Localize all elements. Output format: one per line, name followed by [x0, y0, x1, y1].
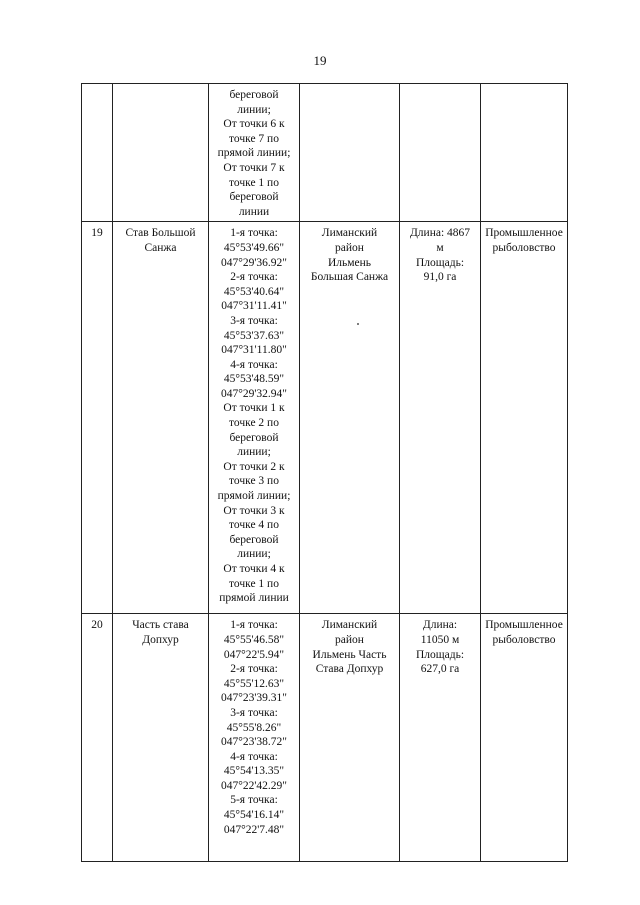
coordinates-cell — [209, 614, 300, 862]
size-area-cell — [400, 614, 481, 862]
cell-text-line: Допхур — [142, 633, 179, 646]
cell-text-line: 91,0 га — [423, 271, 457, 284]
cell-text-line: 047°22'5.94" — [223, 648, 285, 661]
cell-text-line: линии; — [237, 548, 271, 561]
cell-text-line: Часть става — [132, 619, 189, 632]
row-number-cell: 20 — [82, 614, 113, 862]
cell-text-line: 45°53'49.66" — [223, 241, 285, 254]
cell-text-line: От точки 6 к — [223, 118, 285, 131]
cell-text-line: 3-я точка: — [230, 314, 278, 327]
cell-text-line: Площадь: — [415, 256, 465, 269]
cell-text-line: Санжа — [144, 241, 177, 254]
cell-text-line: точке 1 по — [229, 577, 279, 590]
table-row — [82, 84, 568, 222]
coordinates-cell — [209, 222, 300, 614]
row-number-cell: 19 — [82, 222, 113, 614]
cell-text-line: точке 1 по — [229, 176, 279, 189]
cell-text-line: Лиманский — [321, 619, 378, 632]
page-number: 19 — [313, 53, 327, 68]
cell-text-line: линии; — [237, 446, 271, 459]
coordinates-cell — [209, 84, 300, 222]
coordinates-table — [81, 83, 568, 862]
cell-text-line: 047°29'36.92" — [221, 256, 287, 269]
cell-text-line: 45°53'48.59" — [223, 373, 285, 386]
cell-text-line: 047°31'11.80" — [221, 344, 287, 357]
cell-text-line: 627,0 га — [420, 663, 460, 676]
cell-text-line: 047°22'7.48" — [223, 823, 285, 836]
cell-text-line: 11050 м — [420, 633, 460, 646]
cell-text-line: точке 7 по — [229, 132, 279, 145]
cell-text-line: 45°54'13.35" — [223, 765, 285, 778]
cell-text-line: Длина: 4867 — [409, 227, 471, 240]
cell-text-line: От точки 4 к — [223, 563, 285, 575]
cell-text-line: береговой — [229, 89, 279, 101]
cell-text-line: 4-я точка: — [230, 358, 278, 371]
cell-text-line: Ильмень Часть — [312, 648, 387, 661]
cell-text-line: 45°53'40.64" — [223, 285, 285, 298]
district-cell — [300, 614, 400, 862]
cell-text-line: точке 4 по — [229, 519, 279, 532]
cell-text-line: 047°29'32.94" — [221, 387, 287, 400]
cell-text-line: 5-я точка: — [230, 794, 278, 807]
size-area-cell — [400, 222, 481, 614]
scan-speck — [357, 323, 359, 325]
cell-text-line: 1-я точка: — [230, 619, 278, 632]
cell-text-line: район — [335, 241, 364, 254]
cell-text-line: прямой линии — [219, 592, 289, 605]
cell-text-line: 45°55'12.63" — [223, 677, 285, 690]
cell-text-line: Длина: — [422, 619, 458, 632]
cell-text-line: 047°22'42.29" — [221, 779, 287, 792]
cell-text-line: От точки 1 к — [223, 402, 285, 415]
cell-text-line: 4-я точка: — [230, 750, 278, 763]
cell-text-line: линии — [238, 205, 270, 218]
cell-text-line: Става Допхур — [315, 663, 384, 676]
site-name-cell — [113, 222, 209, 614]
cell-text-line: прямой линии; — [217, 490, 291, 503]
cell-text-line: Площадь: — [415, 648, 465, 661]
purpose-cell — [481, 614, 568, 862]
site-name-cell — [113, 84, 209, 222]
site-name-cell — [113, 614, 209, 862]
cell-text-line: 047°23'38.72" — [221, 736, 287, 749]
cell-text-line: 1-я точка: — [230, 227, 278, 240]
cell-text-line: точке 2 по — [229, 417, 279, 430]
purpose-cell — [481, 222, 568, 614]
cell-text-line: 047°31'11.41" — [221, 300, 287, 313]
cell-text-line: От точки 2 к — [223, 460, 285, 473]
cell-text-line: береговой — [229, 431, 279, 444]
cell-text-line: От точки 3 к — [223, 504, 285, 517]
cell-text-line: м — [436, 241, 444, 254]
cell-text-line: Ильмень — [327, 256, 372, 269]
cell-text-line: линии; — [237, 103, 271, 116]
cell-text-line: прямой линии; — [217, 147, 291, 160]
cell-text-line: точке 3 по — [229, 475, 279, 488]
cell-text-line: Промышленное — [485, 619, 563, 632]
cell-text-line: 45°53'37.63" — [223, 329, 285, 342]
district-cell — [300, 84, 400, 222]
cell-text-line: Лиманский — [321, 227, 378, 240]
cell-text-line: рыболовство — [492, 241, 556, 254]
cell-text-line: 45°55'46.58" — [223, 633, 285, 646]
cell-text-line: 2-я точка: — [230, 271, 278, 284]
cell-text-line: 45°55'8.26" — [226, 721, 282, 734]
cell-text-line: Став Большой — [125, 227, 196, 240]
purpose-cell — [481, 84, 568, 222]
cell-text-line: От точки 7 к — [223, 161, 285, 174]
table-row — [82, 222, 568, 614]
row-number-cell — [82, 84, 113, 222]
cell-text-line: береговой — [229, 533, 279, 546]
cell-text-line: 45°54'16.14" — [223, 809, 285, 822]
cell-text-line: 047°23'39.31" — [221, 692, 287, 705]
cell-text-line: Промышленное — [485, 227, 563, 240]
table-row — [82, 614, 568, 862]
cell-text-line: Большая Санжа — [310, 271, 389, 284]
cell-text-line: рыболовство — [492, 633, 556, 646]
size-area-cell — [400, 84, 481, 222]
cell-text-line: 2-я точка: — [230, 663, 278, 676]
district-cell — [300, 222, 400, 614]
cell-text-line: 3-я точка: — [230, 706, 278, 719]
cell-text-line: береговой — [229, 191, 279, 204]
cell-text-line: район — [335, 633, 364, 646]
